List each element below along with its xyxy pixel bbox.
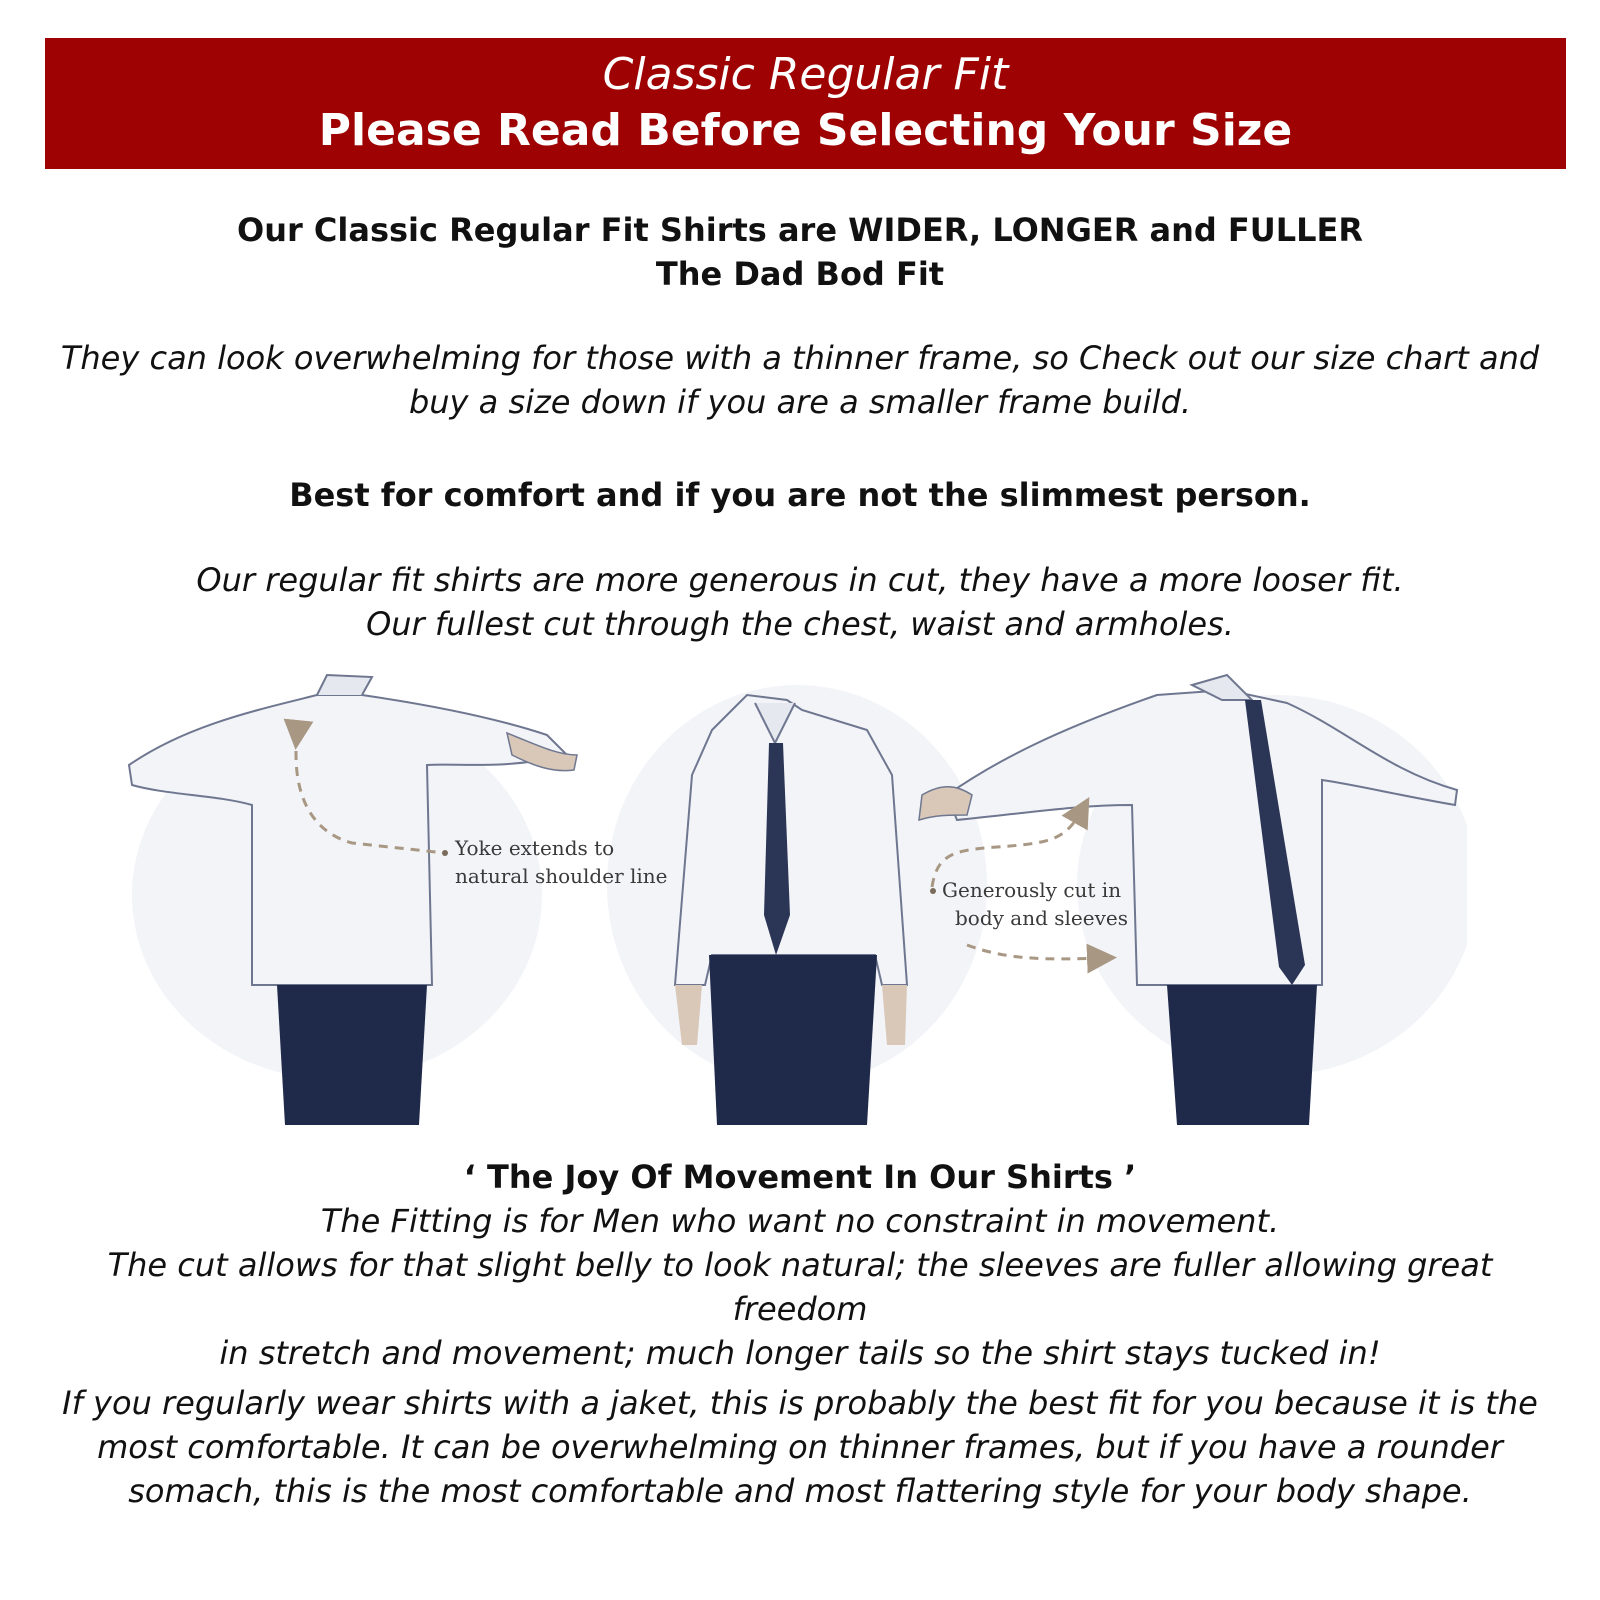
- joy-line: The Fitting is for Men who want no constraint in movement.: [320, 1202, 1280, 1240]
- warning-line: They can look overwhelming for those with a thinner frame, so Check out our size chart and: [60, 339, 1540, 377]
- shirt-front: [675, 695, 907, 985]
- trousers: [709, 955, 877, 1125]
- banner-subtitle: Classic Regular Fit: [602, 49, 1009, 100]
- cut-label: body and sleeves: [955, 906, 1128, 930]
- trousers: [1167, 985, 1317, 1125]
- cut-label: Generously cut in: [942, 878, 1122, 902]
- header-banner: [45, 38, 1566, 169]
- cut-line: Our regular fit shirts are more generous in cut, they have a more looser fit.: [196, 561, 1404, 599]
- jacket-line: most comfortable. It can be overwhelming on thinner frames, but if you have a rounder: [97, 1428, 1503, 1466]
- intro-subheadline: The Dad Bod Fit: [655, 255, 945, 293]
- yoke-label: natural shoulder line: [455, 864, 668, 888]
- hand: [919, 787, 972, 820]
- joy-line: in stretch and movement; much longer tails so the shirt stays tucked in!: [219, 1334, 1381, 1372]
- best-for-section: [60, 473, 1540, 517]
- trousers: [277, 985, 427, 1125]
- yoke-label: Yoke extends to: [455, 836, 615, 860]
- cut-line: Our fullest cut through the chest, waist and armholes.: [366, 605, 1234, 643]
- banner-title: Please Read Before Selecting Your Size: [318, 105, 1293, 156]
- cut-section: [60, 558, 1540, 646]
- shirt-fit-illustration: [127, 655, 1467, 1155]
- joy-title: ‘ The Joy Of Movement In Our Shirts ’: [463, 1158, 1137, 1196]
- joy-section: [60, 1155, 1540, 1375]
- jacket-line: somach, this is the most comfortable and most flattering style for your body shape.: [128, 1472, 1472, 1510]
- intro-section: [60, 208, 1540, 296]
- jacket-line: If you regularly wear shirts with a jaket, this is probably the best fit for you because it is the: [62, 1384, 1538, 1422]
- warning-section: [60, 336, 1540, 424]
- best-for-text: Best for comfort and if you are not the slimmest person.: [289, 476, 1311, 514]
- cut-arrow-right: [967, 945, 1102, 959]
- jacket-section: [60, 1381, 1540, 1513]
- shirt-collar: [317, 675, 372, 695]
- warning-line: buy a size down if you are a smaller frame build.: [408, 383, 1192, 421]
- intro-headline: Our Classic Regular Fit Shirts are WIDER, LONGER and FULLER: [236, 211, 1364, 249]
- joy-line: The cut allows for that slight belly to look natural; the sleeves are fuller allowing great freedom: [107, 1246, 1493, 1328]
